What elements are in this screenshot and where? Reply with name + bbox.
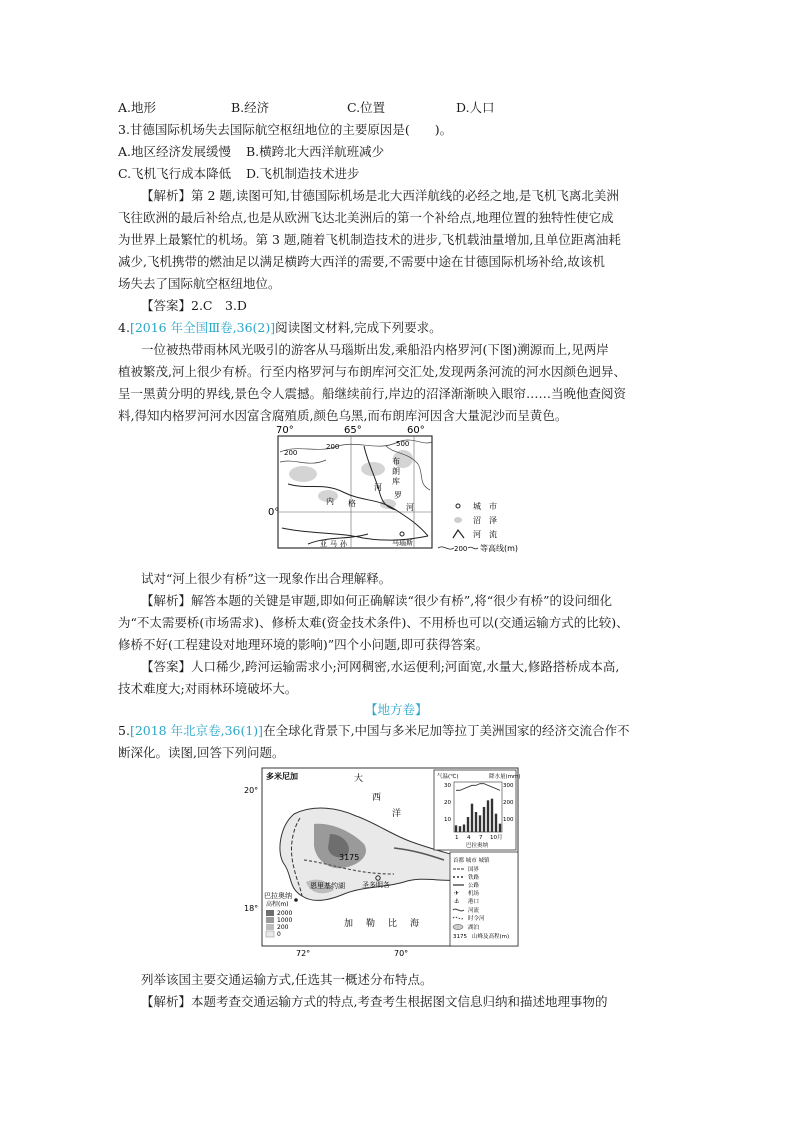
- legend-peak: 山峰及高程(m): [472, 934, 510, 940]
- elev-1000: 1000: [277, 917, 293, 924]
- lon-label-70: 70°: [394, 949, 409, 958]
- q4-material-4: 料,得知内格罗河河水因富含腐殖质,颜色乌黑,而布朗库河因含大量泥沙而呈黄色。: [118, 408, 568, 423]
- city-label-manaus: 马瑙斯: [392, 539, 413, 547]
- legend-river: 河 流: [473, 530, 497, 539]
- legend-port: 港口: [468, 899, 480, 905]
- map2-country-label: 多米尼加: [266, 772, 298, 781]
- option-a: A.地形: [118, 100, 157, 115]
- river-label-11: 孙: [340, 540, 347, 548]
- climate-month-10: 10月: [490, 835, 503, 841]
- river-label-8: 河: [374, 483, 382, 492]
- legend-railway: 铁路: [468, 875, 480, 881]
- q4-material-3: 呈一黑黄分明的界线,景色令人震撼。船继续前行,岸边的沼泽渐渐映入眼帘……当晚他查阅资: [118, 386, 626, 401]
- river-label-5: 布: [392, 457, 400, 466]
- river-label-10: 马: [330, 540, 337, 548]
- dominican-map: [244, 764, 524, 960]
- river-label-6: 朗: [392, 467, 400, 476]
- analysis-3: 【解析】本题考查交通运输方式的特点,考查考生根据图文信息归纳和描述地理事物的: [141, 994, 608, 1009]
- elev-200: 200: [277, 924, 289, 931]
- negro-river-map: [268, 424, 530, 554]
- section-heading: 【地方卷】: [365, 702, 428, 717]
- legend-swamp-icon: [454, 517, 462, 523]
- legend-airport: 机场: [468, 891, 480, 897]
- river-label-2: 格: [348, 499, 356, 508]
- city-label-santo-domingo: 圣多明各: [362, 881, 390, 889]
- ocean-char-2: 西: [372, 793, 382, 803]
- precip-bar-1: [455, 825, 457, 832]
- q4-number: 4.: [118, 320, 130, 335]
- legend-seasonal-river: 时令河: [468, 916, 485, 922]
- legend-lake: 湖泊: [468, 925, 480, 931]
- legend-border: 国界: [468, 867, 480, 873]
- river-label-9: 亚: [320, 540, 327, 548]
- city-label-barahona: 巴拉奥纳: [264, 892, 292, 900]
- q5-source[interactable]: [2018 年北京卷,36(1)]: [129, 723, 264, 738]
- q5-stem-2: 断深化。读图,回答下列问题。: [118, 745, 285, 760]
- sea-char-3: 比: [388, 919, 398, 929]
- sea-char-2: 勒: [366, 919, 376, 929]
- precip-bar-4: [467, 817, 469, 832]
- ocean-char-1: 大: [354, 774, 364, 784]
- legend-contour: 等高线(m): [480, 544, 519, 553]
- precip-bar-8: [483, 807, 485, 832]
- legend-river-icon: [453, 530, 464, 538]
- option-b: B.经济: [231, 100, 270, 115]
- lon-label-65: 65°: [344, 425, 362, 436]
- contour-label-2: 200: [326, 443, 340, 451]
- climate-right-tick-300: 300: [503, 783, 514, 789]
- q5-question: 列举该国主要交通运输方式,任选其一概述分布特点。: [141, 972, 433, 987]
- legend-swamp: 沼 泽: [473, 516, 497, 525]
- sea-char-1: 加: [344, 919, 354, 929]
- q5-stem: 在全球化背景下,中国与多米尼加等拉丁美洲国家的经济交流合作不: [263, 723, 630, 738]
- city-label-lake: 恩里基约湖: [310, 882, 345, 890]
- legend-capital-city-town: 首都 城市 城镇: [453, 858, 490, 864]
- elev-0: 0: [277, 931, 281, 938]
- precip-bar-10: [491, 799, 493, 832]
- q4-stem: 阅读图文材料,完成下列要求。: [275, 320, 442, 335]
- sea-char-4: 海: [410, 919, 420, 929]
- peak-label: 3175: [339, 853, 360, 862]
- climate-chart: [434, 770, 521, 850]
- precip-bar-7: [479, 815, 481, 832]
- precip-bar-5: [471, 804, 473, 832]
- climate-month-1: 1: [455, 835, 459, 841]
- river-label-1: 内: [326, 497, 334, 506]
- option-d: D.飞机制造技术进步: [246, 166, 360, 181]
- analysis-1-line-5: 场失去了国际航空枢纽地位。: [118, 276, 281, 291]
- climate-month-4: 4: [467, 835, 471, 841]
- contour-label-1: 200: [284, 449, 298, 457]
- option-a: A.地区经济发展缓慢: [118, 144, 232, 159]
- climate-month-7: 7: [479, 835, 483, 841]
- climate-left-tick-20: 20: [444, 800, 451, 806]
- lon-label-60: 60°: [407, 425, 425, 436]
- q3-options-row2: [118, 164, 360, 184]
- climate-left-tick-10: 10: [444, 817, 451, 823]
- climate-place: 巴拉奥纳: [466, 843, 489, 849]
- elev-2000: 2000: [277, 910, 293, 917]
- analysis-2-line-3: 修桥不好(工程建设对地理环境的影响)”四个小问题,即可获得答案。: [118, 637, 489, 652]
- legend-contour-icon: [438, 547, 454, 549]
- precip-bar-3: [463, 825, 465, 833]
- climate-precip-title: 降水量(mm): [489, 774, 521, 780]
- option-c: C.飞机飞行成本降低: [118, 166, 232, 181]
- q4-source[interactable]: [2016 年全国Ⅲ卷,36(2)]: [129, 320, 276, 335]
- legend-contour-value: 200: [454, 545, 468, 553]
- analysis-2-line-1: 【解析】解答本题的关键是审题,即如何正确解读“很少有桥”,将“很少有桥”的设问细化: [141, 593, 613, 608]
- precip-bar-11: [495, 814, 497, 832]
- answer-2-line-1: 【答案】人口稀少,跨河运输需求小;河网稠密,水运便利;河面宽,水量大,修路搭桥成本高,: [141, 659, 620, 674]
- ocean-char-3: 洋: [392, 809, 402, 819]
- option-c: C.位置: [347, 100, 386, 115]
- map2-legend-box: [450, 852, 518, 946]
- q4-material-1: 一位被热带雨林风光吸引的游客从马瑙斯出发,乘船沿内格罗河(下图)溯源而上,见两岸: [141, 342, 609, 357]
- precip-bar-9: [487, 800, 489, 832]
- river-label-4: 河: [406, 503, 414, 512]
- analysis-1-line-3: 为世界上最繁忙的机场。第 3 题,随着飞机制造技术的进步,飞机载油量增加,且单位距离油耗: [118, 232, 621, 247]
- lon-label-72: 72°: [296, 949, 311, 958]
- legend-city-icon: [456, 504, 460, 508]
- climate-right-tick-200: 200: [503, 800, 514, 806]
- option-b: B.横跨北大西洋航班减少: [246, 144, 385, 159]
- q4-heading: [118, 318, 442, 338]
- q5-heading: [118, 721, 630, 741]
- analysis-1-line-4: 减少,飞机携带的燃油足以满足横跨大西洋的需要,不需要中途在甘德国际机场补给,故该机: [118, 254, 605, 269]
- legend-peak-value: 3175: [453, 934, 467, 940]
- q4-material-2: 植被繁茂,河上很少有桥。行至内格罗河与布朗库河交汇处,发现两条河流的河水因颜色迥异、: [118, 364, 626, 379]
- airport-icon: ✈: [454, 890, 460, 897]
- legend-river: 河流: [468, 908, 480, 914]
- analysis-1-line-1: 【解析】第 2 题,读图可知,甘德国际机场是北大西洋航线的必经之地,是飞机飞离北美洲: [141, 188, 619, 203]
- analysis-2-line-2: 为“不太需要桥(市场需求)、修桥太难(资金技术条件)、不用桥也可以(交通运输方式的比较)、: [118, 615, 629, 630]
- q2-options: [118, 98, 495, 118]
- answer-2-line-2: 技术难度大;对雨林环境破坏大。: [118, 681, 298, 696]
- climate-left-tick-30: 30: [444, 783, 451, 789]
- port-icon: ⚓: [454, 898, 460, 905]
- q5-number: 5.: [118, 723, 130, 738]
- precip-bar-6: [475, 812, 477, 832]
- legend-road: 公路: [468, 883, 480, 889]
- river-label-3: 罗: [394, 491, 402, 500]
- option-d: D.人口: [456, 100, 495, 115]
- precip-bar-12: [499, 824, 501, 832]
- lat-label-20: 20°: [244, 786, 259, 795]
- river-label-7: 库: [392, 477, 400, 486]
- precip-bar-2: [459, 826, 461, 832]
- lat-label-0: 0°: [268, 507, 280, 518]
- analysis-1-line-2: 飞往欧洲的最后补给点,也是从欧洲飞达北美洲后的第一个补给点,地理位置的独特性使它成: [118, 210, 614, 225]
- contour-label-3: 500: [396, 440, 410, 448]
- climate-temp-title: 气温(℃): [437, 774, 459, 780]
- answer-1: 【答案】2.C 3.D: [141, 298, 247, 313]
- q4-question: 试对“河上很少有桥”这一现象作出合理解释。: [141, 571, 392, 586]
- elev-title: 高程(m): [266, 901, 289, 908]
- q3-options-row1: [118, 142, 384, 162]
- climate-right-tick-100: 100: [503, 817, 514, 823]
- lon-label-70: 70°: [276, 425, 294, 436]
- legend-city: 城 市: [473, 502, 497, 511]
- lat-label-18: 18°: [244, 904, 259, 913]
- q3-stem: 3.甘德国际机场失去国际航空枢纽地位的主要原因是( )。: [118, 122, 453, 137]
